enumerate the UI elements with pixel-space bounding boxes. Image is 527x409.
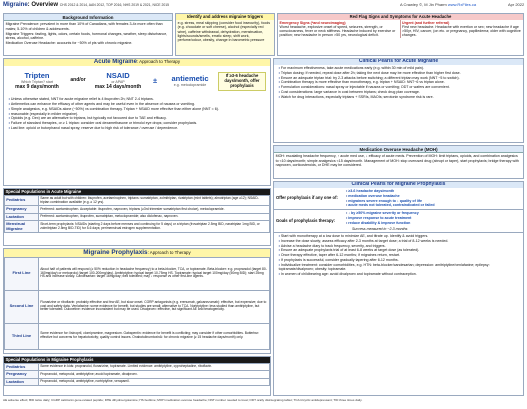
prophylaxis-heading: Migraine Prophylaxis: Approach to Therapy [4,249,270,257]
offer-prophylaxis-note: If ≥3-6 headache days/month, offer prophylaxis [218,72,266,91]
moh-text: MOH: escalating headache frequency, ↑ acute med use, ↓ efficacy of acute meds. Prevention of MOH: limit triptans, opioids, and combination analgesics to <10 days/month; simple analgesics <15 days/month. Management of MOH: stop overused drug (abrupt or taper), start prophylaxis; bridge therapy with naproxen, corticosteroids, or DHE may be considered. [275,154,519,167]
moh-heading: Medication Overuse Headache (MOH) [274,146,523,153]
antiemetic-block: antiemetic e.g. metoclopramide [171,73,209,88]
special-pro-box [3,356,271,396]
table-row: Third Line Some evidence for: lisinopril, clomipramine, magnesium. Gabapentin: evidence for benefit is conflicting; may consider if other comorbidities. Butterbur: effective but concerns for hepatotoxicity; quality control issues. OnabotulinumtoxinA: for chronic migraine (≥ 15 headache days/month) only. [5,323,270,349]
page-title: Migraine: Overview CHS 2012 & 2014, AAN 2012, TOP 2016, NHS 2019 & 2021, NICE 2015 [3,2,170,8]
clinical-acute-bullet: • Triptan dosing: If needed, repeat dose after 2h; taking the next dose may be more effective than higher first dose. [279,71,522,75]
prophylaxis-box [3,248,271,354]
offer-item: • migraines severe enough to ↓ quality of life [346,199,435,203]
clinical-pro-box [273,181,524,396]
clinical-pro-bullet: • Increase the dose slowly; assess efficacy after 2-3 months at target dose; a trial of 8-12 weeks is needed. [279,239,522,243]
clinical-acute-bullet: • Watch for drug interactions, especially triptans + SSRIs, MAOIs; serotonin syndrome risk is rare. [279,95,522,99]
table-row: Pediatrics Some evidence in kids: propranolol, flunarizine, topiramate. Limited evidence: amitriptyline, cyproheptadine, riboflavin. [5,364,270,371]
plus-minus: ± [152,75,158,85]
moh-box [273,145,524,179]
redflags-col-emergency: Emergency Signs (*and neuroimaging) [279,20,346,25]
goal-item: • improve response to acute treatment [346,216,419,220]
acute-bullet: • Unless otherwise stated, NNT for acute migraine relief is 4 ibuprofen 2h; NNT 2-4 triptans. [9,97,269,101]
background-line: Migraine Prevalence: prevalent in more than 10% of Canadians, with females 3-4x more often than males; 5-10% of children & adolescents. [5,22,163,31]
goals-label: Goals of prophylaxis therapy: [276,217,336,223]
table-row: Lactation Propranolol, metoprolol, amitriptyline, nortriptyline, verapamil. [5,378,270,385]
clinical-pro-bullet: • Individualize treatment: consider comorbidities, e.g. HTN: beta-blocker/candesartan; depression: amitriptyline/venlafaxine; epilepsy: topiramate/divalproex; obesity: topiramate. [279,263,522,271]
offer-item: • ≥3-6 headache days/month [346,189,435,193]
clinical-acute-bullet: • For maximum effectiveness, take acute medications early (e.g. within 30 min of mild pain). [279,66,522,70]
redflags-box [277,13,524,56]
clinical-pro-bullet: • If prophylaxis is successful, consider gradually tapering after 6-12 months. [279,258,522,262]
table-row: Menstrual Migraine Short-term prophylaxis: NSAIDs (starting 2 days before menses and continuing for 5 days) or a triptan (frovatriptan 2.5mg BID, naratriptan 1mg BID, or zolmitriptan 2.5mg BID-TID) for 5-6 days; perimenstrual estrogen supplementation. [5,221,270,233]
and-or-label: and/or [70,77,86,84]
acute-bullet: • Antiemetics can enhance the efficacy of other agents and may be useful even in the absence of nausea or vomiting. [9,102,269,106]
special-acute-box [3,188,271,246]
table-row: Lactation Preferred: acetaminophen, ibuprofen, sumatriptan, metoclopramide; also diclofenac, naproxen. [5,213,270,220]
offer-label: Offer prophylaxis if any one of: [276,195,338,201]
redflags-left-text: Worst headache, explosive onset of speed, seizures, strength, or consciousness, fever or neck stiffness. Headache induced by exercise or position; new headache in person >50 yrs, neurological deficit. [279,24,396,38]
nsaid-block: NSAID or APAP max 14 days/month [94,70,142,90]
offer-item: • acute meds not tolerated, contraindicated or failed [346,203,435,207]
site-link[interactable]: www.RxFiles.ca [447,2,477,7]
redflags-right-text: First new headache. Headache with exertion or sex; new headache if age >50yr, HIV, cancer, (on etc. or pregnancy, papilledema; older with cognitive changes. [402,24,521,38]
special-acute-heading: Special Populations in Acute Migraine [4,189,270,195]
clinical-acute-heading: Clinical Pearls for Acute Migraine [274,59,523,65]
acute-bullet: • Opioids (e.g. Dex) are an alternative to triptans, but typically not favoured due to TAE and efficacy. [9,116,269,120]
subtitle: CHS 2012 & 2014, AAN 2012, TOP 2016, NHS 2019 & 2021, NICE 2015 [59,3,170,7]
triggers-box [175,13,275,56]
table-row: Pediatrics Same as adult but with children: ibuprofen, acetaminophen, triptans: sumatriptan, zolmitriptan, rizatriptan (mint tablets); almotriptan (age ≥12); NSAID-triptan combination available (e.g. ≥ 12 yrs). [5,196,270,206]
clinical-acute-bullet: • Cost considerations: large variance in cost between triptans; check drug plan coverage. [279,90,522,94]
clinical-acute-bullet: • Ensure an adequate triptan trial: try 2-3 attacks before switching; a different triptan may work (NNT ~5 to switch). [279,76,522,80]
author: A Crawley ©, M Jin Pharm www.RxFiles.ca [400,2,477,7]
acute-box [3,58,271,186]
background-line: Migraine Triggers: fasting, lights, odors, certain foods, hormonal changes, weather, sleep disturbance, stress, alcohol, caffeine. [5,31,168,40]
offer-item: • medication overuse headache [346,194,435,198]
clinical-acute-box [273,58,524,143]
table-row: First Line About half of patients will respond (≥ 50% reduction in headache frequency) to a beta-blocker, TCA, or topiramate. Beta-blocker: e.g. propranolol (target 80-160mg/day) or metoprolol (target 100-200mg/day). Amitriptyline: typical target 10-75mg HS. Topiramate: typical target 100mg/day (50mg BID); start 25mg HS and increase slowly. Candesartan: target 16mg/day; well tolerated; may ↓ response vs other first-line agents. [5,257,270,290]
clinical-pro-bullet: • Advise a headache diary to track frequency, severity, and triggers. [279,244,522,248]
acute-bullet: • reasonable (especially in milder migraine). [9,112,269,116]
background-box [3,13,173,56]
clinical-pro-bullet: • Once therapy effective, taper after 6-12 months; if migraines return, restart. [279,253,522,257]
table-row: Pregnancy Preferred: acetaminophen. Acceptable: ibuprofen, naproxen, triptans (≥3rd trimester sumatriptan first choice), metoclopramide. [5,206,270,213]
triggers-heading: Identify and address migraine triggers [176,14,274,20]
clinical-acute-bullet: • Combination therapy is more effective than monotherapy, e.g. triptan + NSAID: NNT~6 vs triptan alone. [279,80,522,84]
tripten-block: Tripten Which Triptan? start max 9 days/month [15,70,59,90]
success-note: Success measured in ~2-3 months [352,226,408,231]
background-line: Medication Overuse Headache: accounts for ~50% of pts with chronic migraine. [5,40,133,45]
clinical-pro-bullet: • In women of childbearing age: avoid divalproex and topiramate without contraception. [279,272,522,276]
clinical-pro-bullet: • Ensure an adequate prophylaxis trial of at least 6-8 weeks at target dose (as tolerated). [279,248,522,252]
date: Apr 2022 [508,2,525,7]
table-row: Second Line Flunarizine or riboflavin: probably effective and few AE, but slow onset. CGRP antagonists (e.g. erenumab, galcanezumab): effective, but expensive; due to cost and safety data. Venlafaxine: some evidence for benefit, but studies are small; alternative to TCA. Nortriptyline: less studied than amitriptyline, but better tolerated. Duloxetine: evidence inconsistent but may be used. Divalproex: effective, but significant AE and teratogenicity. [5,290,270,323]
background-heading: Background Information [4,14,172,21]
goal-item: • reduce disability & improve function [346,221,419,225]
triggers-text: e.g. stress, meal skipping (consider food insecurity), foods (e.g. chocolate or soft cheese), alcohol (especially red wine), caffeine withdrawal, dehydration, menstruation, lights/sounds/smells, erratic sleep, shift work, perfume/odour, obesity, change in barometric pressure [177,21,271,43]
acute-bullet: • Failure of standard therapies, or ≥ 1 triptan: consider oral dexamethasone or trimolol eye drops; consider prophylaxis. [9,121,269,125]
redflags-heading: Red Flag Signs and Symptoms for Acute Headache [278,14,523,20]
goal-item: • ↓ by ≥50% migraine severity or frequency [346,211,419,215]
clinical-pro-bullet: • Start with monotherapy at a low dose to minimize AE, and titrate up. Identify & avoid triggers. [279,234,522,238]
table-row: Pregnancy Propranolol, metoprolol, amitriptyline; avoid topiramate, divalproex. [5,371,270,378]
acute-heading: Acute Migraine: Approach to Therapy [4,59,270,66]
footer-abbreviations: AE adverse effect; BID twice daily; CGRP calcitonin gene-related peptide; DHE dihydroergotamine; HS bedtime; MOH medication overuse headache; NNT number needed to treat; ODT orally disintegrating tablet; TCA tricyclic antidepressant; TID three times daily. [3,398,363,402]
redflags-col-urgent: Urgent (and further referral) [402,20,450,25]
clinical-acute-bullet: • Formulation considerations: nasal spray or injectable if nausea or vomiting; ODT or wafers are convenient. [279,85,522,89]
acute-bullet: • Last line: opioid or butorphanol nasal spray; reserve due to high risk of tolerance / overuse / dependence. [9,126,269,130]
clinical-pro-heading: Clinical Pearls for Migraine Prophylaxis [274,182,523,188]
special-pro-heading: Special Populations in Migraine Prophylaxis [4,357,270,363]
acute-bullet: • Simple analgesics, e.g. NSAIDs alone (~50%) vs combination therapy. Triptan + NSAID more effective than either alone (NNT = 6). [9,107,269,111]
